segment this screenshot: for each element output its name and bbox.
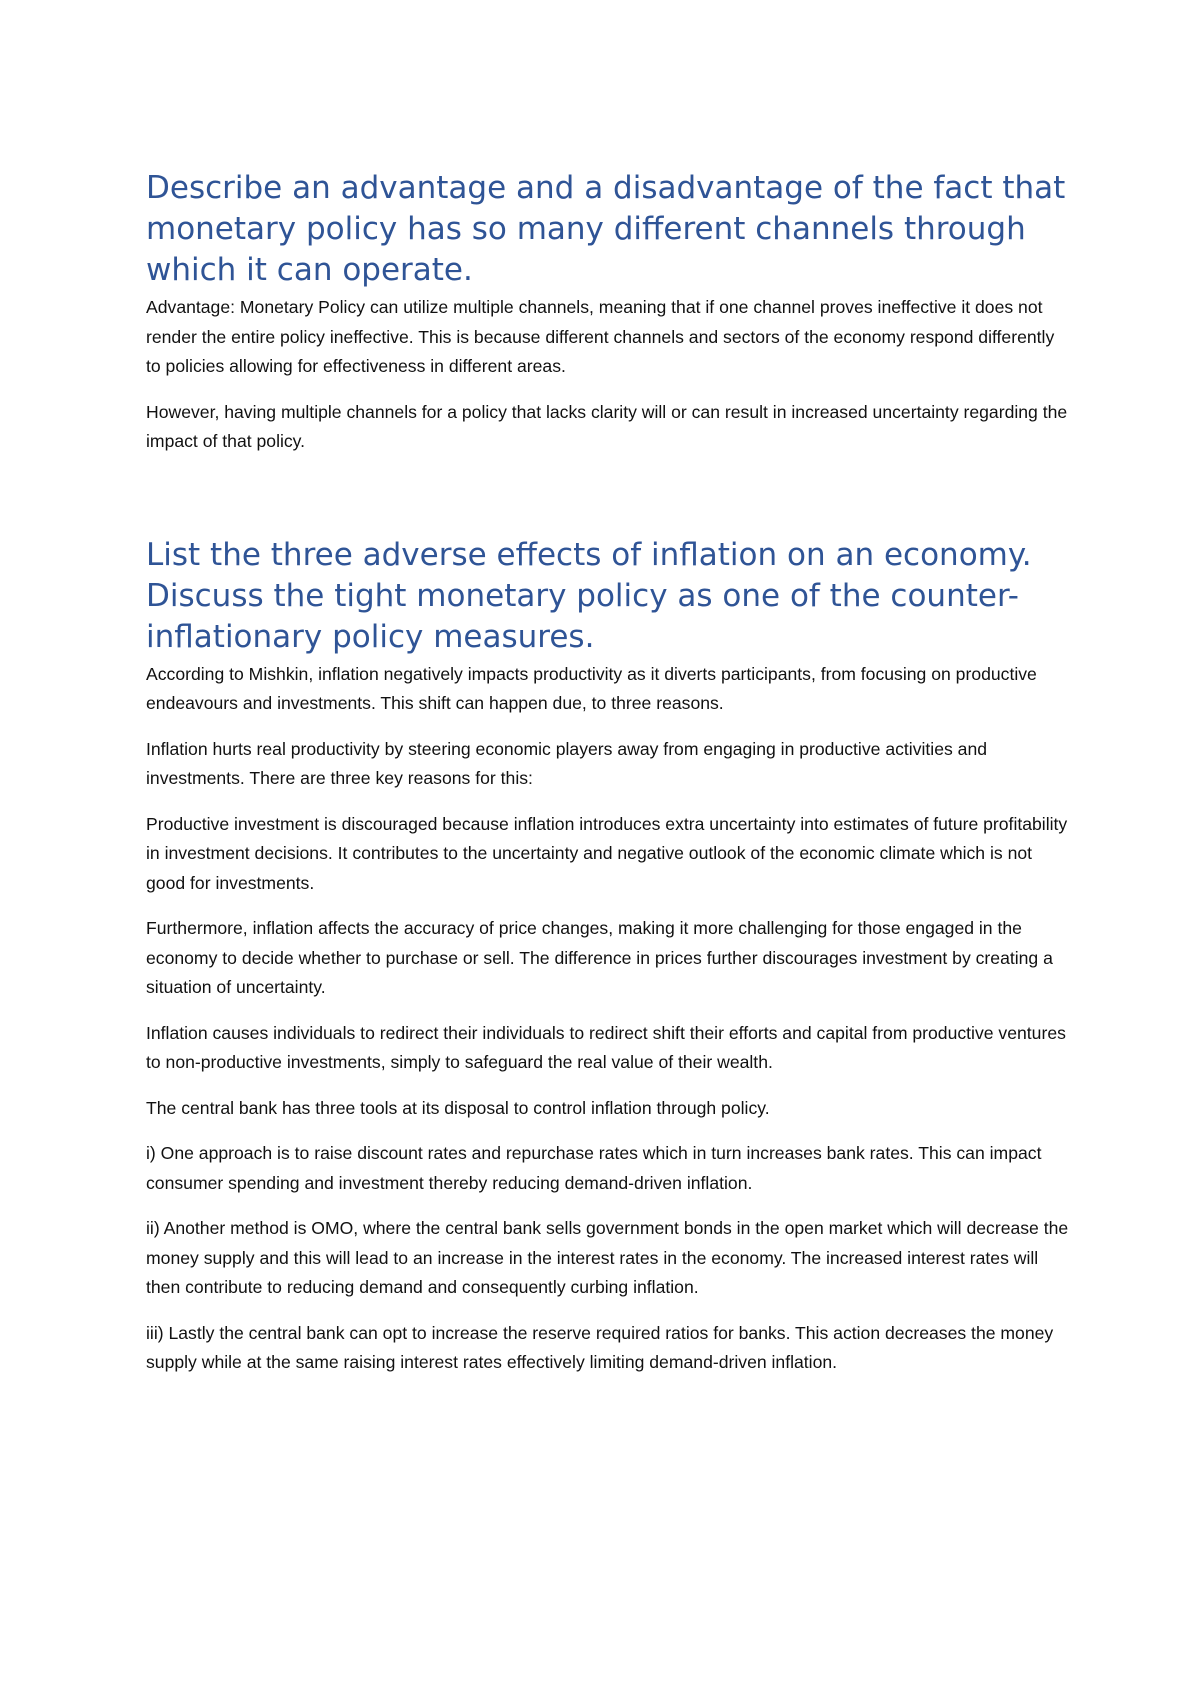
- paragraph: Productive investment is discouraged because inflation introduces extra uncertainty into estimates of future profitability in investment decisions. It contributes to the uncertainty and negative outlook of the economic climate which is not good for investments.: [146, 813, 1068, 893]
- paragraph: Advantage: Monetary Policy can utilize multiple channels, meaning that if one channel proves ineffective it does not render the entire policy ineffective. This is because different channels and sectors of the economy respond differently to policies allowing for effectiveness in different areas.: [146, 297, 1055, 376]
- paragraph: The central bank has three tools at its disposal to control inflation through policy.: [146, 1097, 770, 1118]
- list-item-tool-1: i) One approach is to raise discount rates and repurchase rates which in turn increases bank rates. This can impact consumer spending and investment thereby reducing demand-driven inflation.: [146, 1143, 1042, 1193]
- document-body: [146, 168, 1071, 1394]
- paragraph: Furthermore, inflation affects the accuracy of price changes, making it more challenging for those engaged in the economy to decide whether to purchase or sell. The difference in prices further discourages investment by creating a situation of uncertainty.: [146, 918, 1053, 997]
- list-item-tool-3: iii) Lastly the central bank can opt to increase the reserve required ratios for banks. This action decreases the money supply while at the same raising interest rates effectively limiting demand-driven inflation.: [146, 1322, 1054, 1372]
- list-item-tool-2: ii) Another method is OMO, where the central bank sells government bonds in the open market which will decrease the money supply and this will lead to an increase in the interest rates in the economy. The increased interest rates will then contribute to reducing demand and consequently curbing inflation.: [146, 1218, 1069, 1297]
- paragraph: According to Mishkin, inflation negatively impacts productivity as it diverts participants, from focusing on productive endeavours and investments. This shift can happen due, to three reasons.: [146, 663, 1037, 713]
- paragraph: Inflation hurts real productivity by steering economic players away from engaging in productive activities and investments. There are three key reasons for this:: [146, 738, 988, 788]
- section-monetary-channels: [146, 168, 1071, 457]
- paragraph: However, having multiple channels for a policy that lacks clarity will or can result in increased uncertainty regarding the impact of that policy.: [146, 401, 1068, 451]
- section-heading: Describe an advantage and a disadvantage of the fact that monetary policy has so many different channels through which it can operate.: [146, 170, 1066, 288]
- section-inflation-effects: [146, 535, 1071, 1378]
- section-heading: List the three adverse effects of inflation on an economy. Discuss the tight monetary policy as one of the counter-inflationary policy measures.: [146, 536, 1032, 655]
- paragraph: Inflation causes individuals to redirect their individuals to redirect shift their efforts and capital from productive ventures to non-productive investments, simply to safeguard the real value of their wealth.: [146, 1022, 1066, 1072]
